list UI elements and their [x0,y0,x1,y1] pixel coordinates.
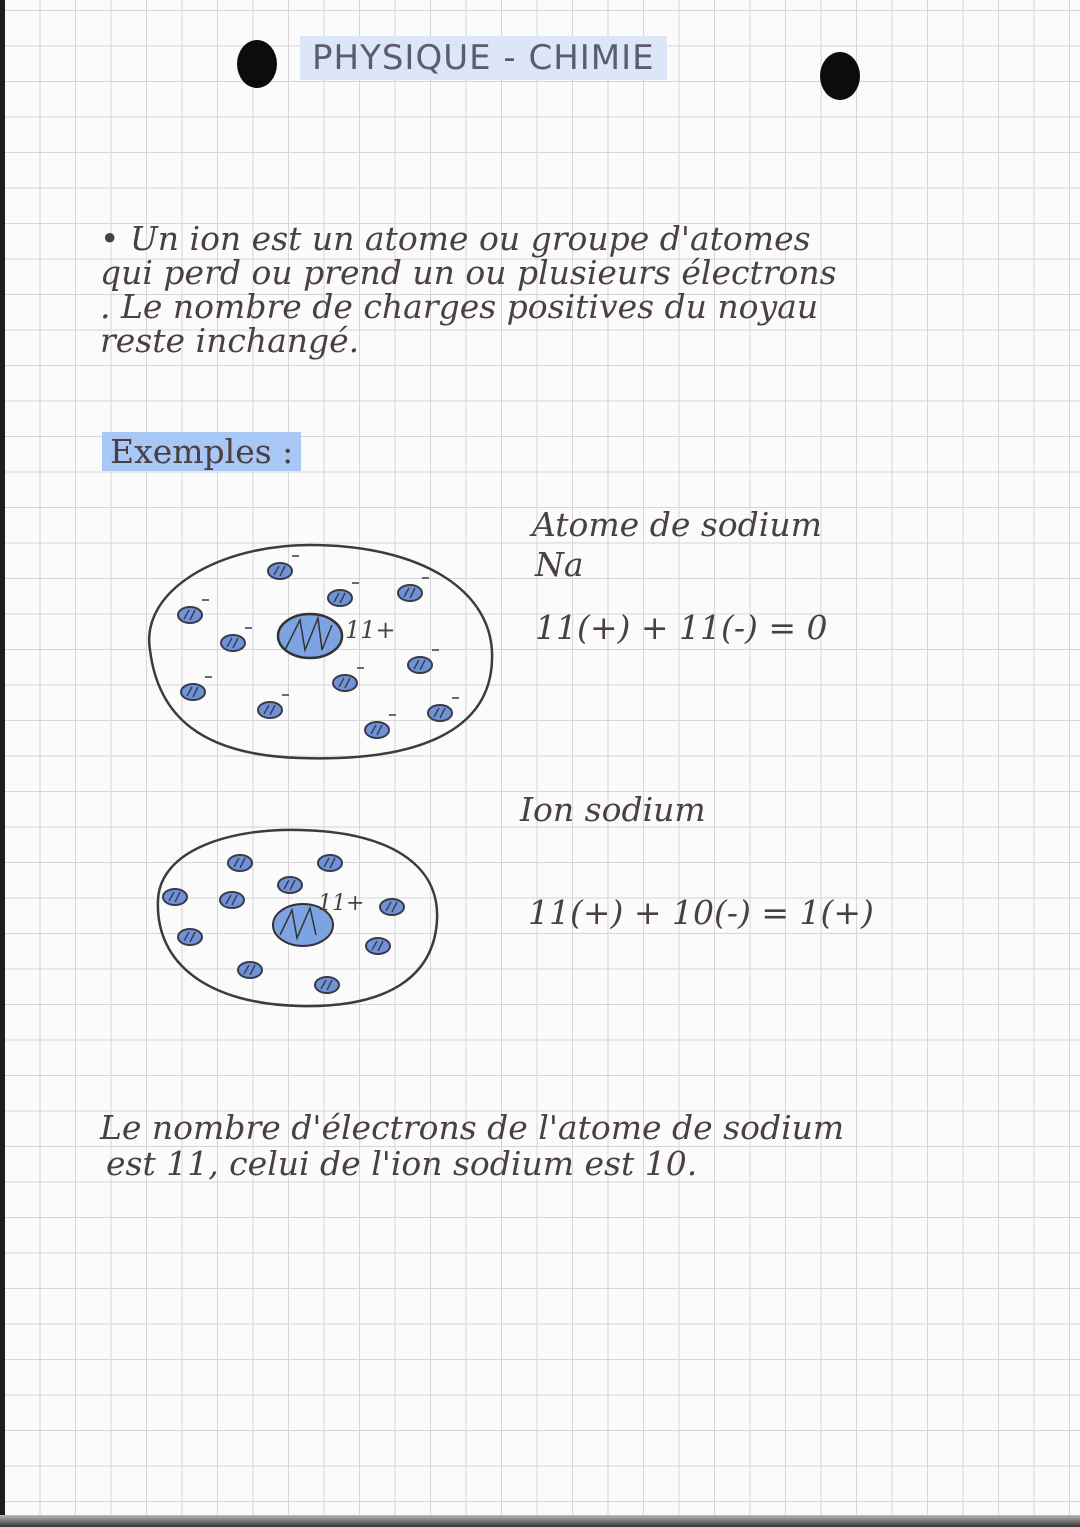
electron [268,563,292,579]
atom-label: Atome de sodium [532,505,822,544]
electron [258,702,282,718]
definition-line: reste inchangé. [100,321,360,360]
electron [408,657,432,673]
definition-line: qui perd ou prend un ou plusieurs électrons [100,253,837,292]
electron [365,722,389,738]
definition-line: • Un ion est un atome ou groupe d'atomes [100,219,811,258]
definition-line: . Le nombre de charges positives du noyau [100,287,819,326]
electron [178,607,202,623]
electron [315,977,339,993]
conclusion-line: Le nombre d'électrons de l'atome de sodium [100,1108,845,1147]
atom-equation: 11(+) + 11(-) = 0 [535,608,828,647]
nucleus-charge: 11+ [345,616,396,644]
ion-label: Ion sodium [520,790,706,829]
electron [398,585,422,601]
electron [333,675,357,691]
ion-equation: 11(+) + 10(-) = 1(+) [528,893,874,932]
electron [428,705,452,721]
nucleus-charge: 11+ [318,891,365,916]
electron [220,892,244,908]
electron [238,962,262,978]
electron [366,938,390,954]
examples-heading: Exemples : [102,432,301,471]
atom-symbol: Na [535,545,584,584]
electron [221,635,245,651]
electron [328,590,352,606]
electron [181,684,205,700]
electron [380,899,404,915]
page-title: PHYSIQUE - CHIMIE [300,36,667,80]
conclusion-line: est 11, celui de l'ion sodium est 10. [106,1144,698,1183]
electron [178,929,202,945]
conclusion-paragraph [100,1110,844,1182]
sodium-atom-diagram [149,545,492,758]
sodium-ion-diagram [158,830,437,1006]
electron [318,855,342,871]
electron [163,889,187,905]
electron [278,877,302,893]
electron [228,855,252,871]
